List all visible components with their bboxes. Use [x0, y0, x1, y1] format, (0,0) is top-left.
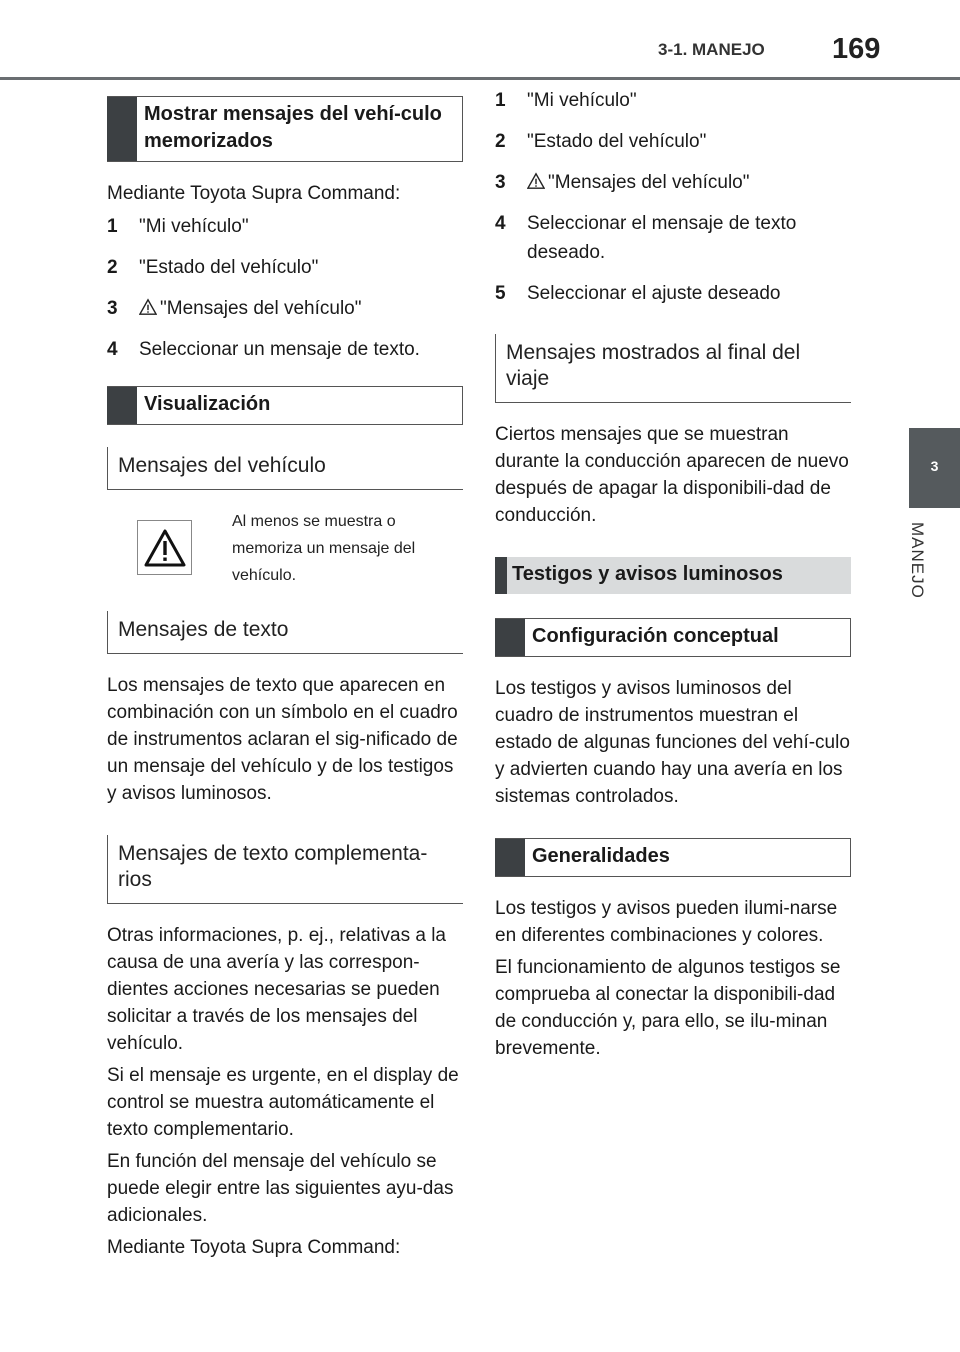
section-title: 3-1. MANEJO [658, 40, 765, 59]
step-number: 2 [495, 131, 506, 152]
step-text: "Mi vehículo" [527, 90, 637, 111]
step [495, 127, 851, 156]
step-text: Seleccionar el ajuste deseado [527, 283, 781, 304]
heading-text: Generalidades [532, 845, 670, 867]
step [107, 335, 463, 364]
heading-box-concept [495, 618, 851, 657]
step [495, 86, 851, 115]
paragraph: Los testigos y avisos luminosos del cuadro de instrumentos muestran el estado de algunas funciones del vehí-culo y advierten cuando hay una avería en los sistemas controlados. [495, 678, 850, 807]
page-number: 169 [832, 33, 881, 65]
step-number: 2 [107, 257, 118, 278]
step-number: 1 [107, 216, 118, 237]
chapter-tab: 3 [909, 428, 960, 508]
heading-text: Configuración conceptual [532, 625, 779, 647]
paragraph: Si el mensaje es urgente, en el display de control se muestra automáticamente el texto complementario. [107, 1065, 459, 1140]
step-text: "Mi vehículo" [139, 216, 249, 237]
paragraph: Ciertos mensajes que se muestran durante la conducción aparecen de nuevo después de apagar la disponibili-dad de conducción. [495, 424, 849, 526]
step-text: "Mensajes del vehículo" [548, 172, 750, 193]
paragraph: Mediante Toyota Supra Command: [107, 1237, 401, 1258]
notice [137, 508, 463, 589]
step-number: 4 [107, 339, 118, 360]
paragraph: Otras informaciones, p. ej., relativas a la causa de una avería y las correspon-dientes acciones necesarias se pueden solicitar a través de los mensajes del vehículo. [107, 925, 446, 1054]
intro-text: Mediante Toyota Supra Command: [107, 183, 401, 204]
chapter-label: MANEJO [908, 522, 927, 599]
paragraph: Los testigos y avisos pueden ilumi-narse en diferentes combinaciones y colores. [495, 898, 838, 946]
heading-box-indicators [495, 557, 851, 594]
paragraph: Los mensajes de texto que aparecen en combinación con un símbolo en el cuadro de instrumentos aclaran el sig-nificado de un mensaje del vehículo y de los testigos y avisos luminosos. [107, 675, 458, 804]
step-number: 1 [495, 90, 506, 111]
heading-text: Testigos y avisos luminosos [512, 563, 783, 585]
heading-text: Visualización [144, 393, 271, 415]
paragraph: En función del mensaje del vehículo se puede elegir entre las siguientes ayu-das adicionales. [107, 1151, 454, 1226]
heading-box-memorized [107, 96, 463, 162]
warning-triangle-icon [137, 520, 192, 575]
step [107, 294, 463, 323]
heading-text: Mostrar mensajes del vehí-culo memorizados [144, 103, 442, 152]
warning-triangle-icon [139, 298, 157, 316]
step [107, 253, 463, 282]
step-number: 5 [495, 283, 506, 304]
step-text: "Estado del vehículo" [139, 257, 319, 278]
step [107, 212, 463, 241]
step [495, 209, 851, 267]
step [495, 168, 851, 197]
warning-triangle-icon [527, 172, 545, 190]
heading-box-visualizacion [107, 386, 463, 425]
header-rule [0, 77, 960, 80]
subheading-supplementary-messages: Mensajes de texto complementa-rios [107, 835, 463, 904]
step-number: 3 [107, 298, 118, 319]
paragraph: El funcionamiento de algunos testigos se comprueba al conectar la disponibili-dad de conducción y, para ello, se ilu-minan brevemente. [495, 957, 841, 1059]
step [495, 279, 851, 308]
heading-box-general [495, 838, 851, 877]
step-number: 3 [495, 172, 506, 193]
subheading-vehicle-messages: Mensajes del vehículo [107, 447, 463, 490]
subheading-text-messages: Mensajes de texto [107, 611, 463, 654]
step-text: "Estado del vehículo" [527, 131, 707, 152]
subheading-end-of-trip: Mensajes mostrados al final del viaje [495, 334, 851, 403]
step-text: Seleccionar el mensaje de texto deseado. [527, 213, 797, 263]
step-number: 4 [495, 213, 506, 234]
step-text: Seleccionar un mensaje de texto. [139, 339, 420, 360]
left-column [107, 96, 463, 1266]
notice-text: Al menos se muestra o memoriza un mensaje del vehículo. [232, 513, 416, 584]
right-column [495, 86, 851, 1067]
step-text: "Mensajes del vehículo" [160, 298, 362, 319]
